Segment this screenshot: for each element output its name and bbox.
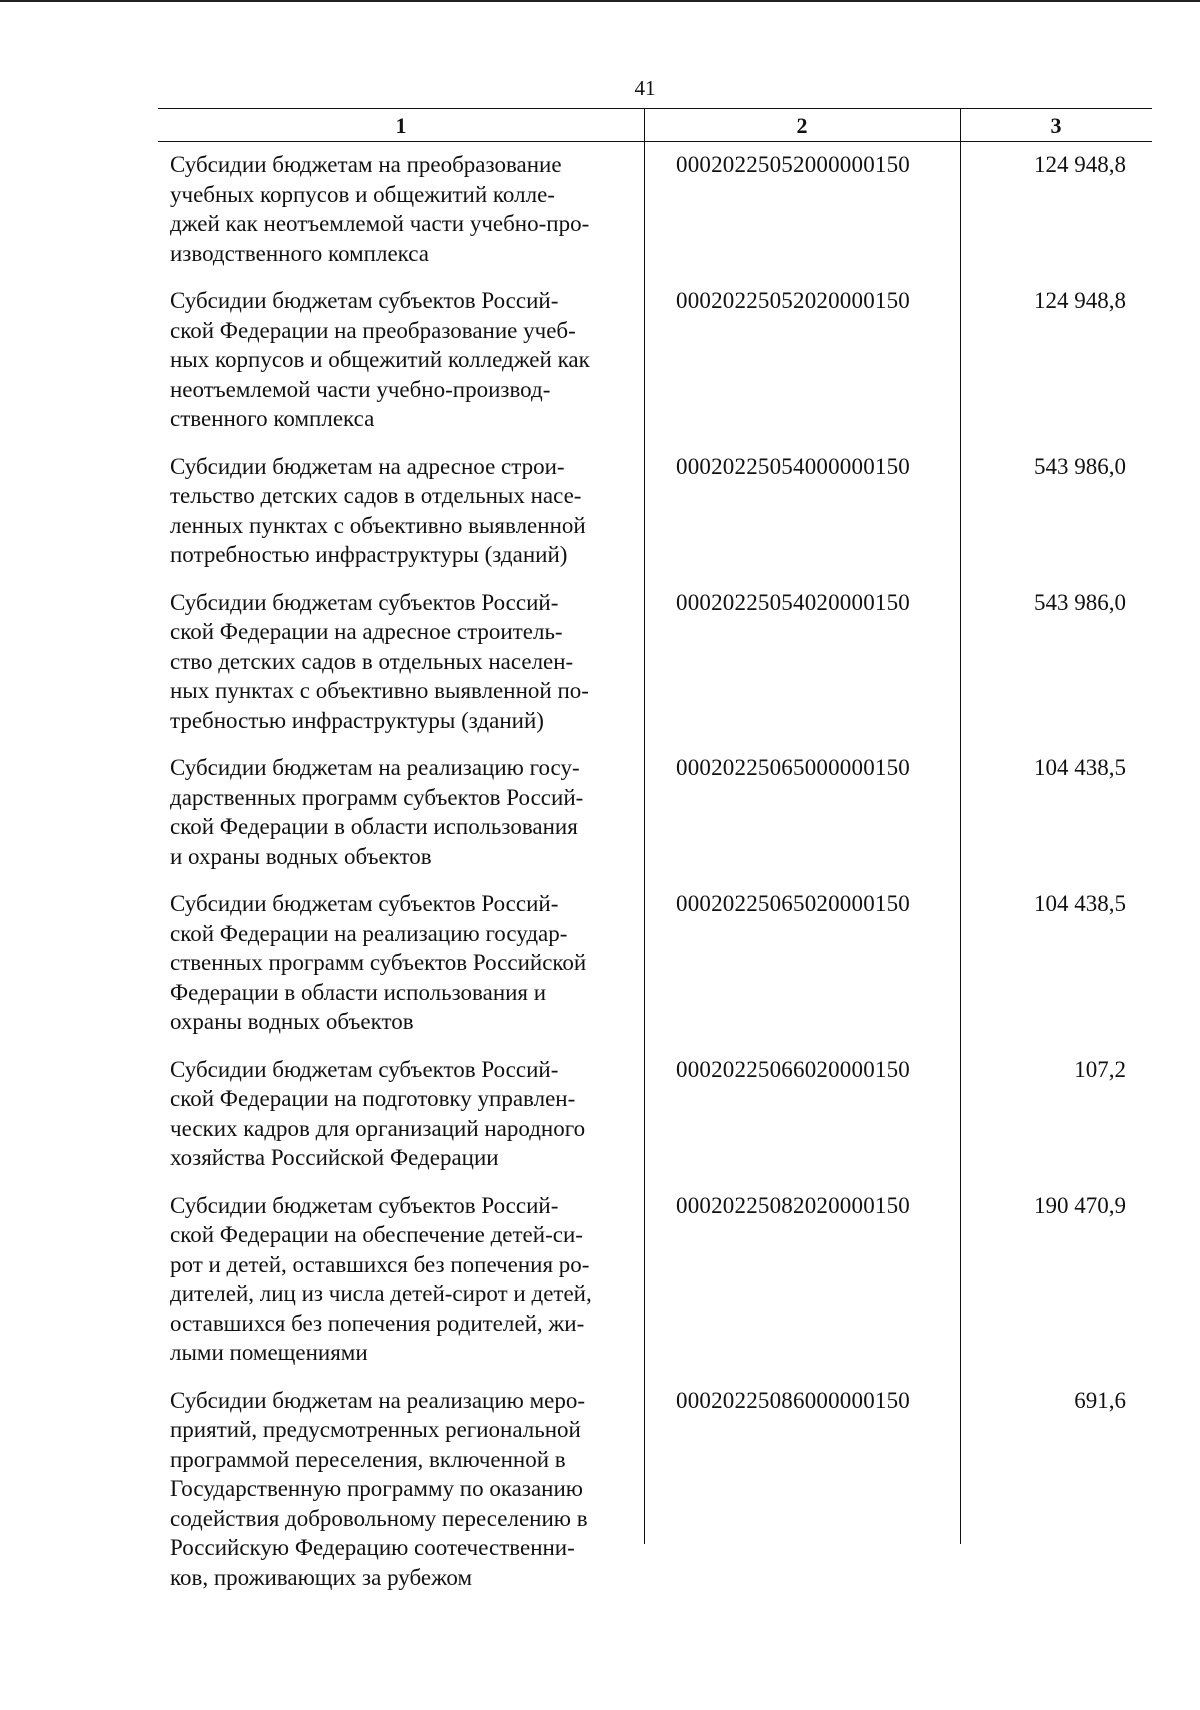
budget-table <box>158 108 1152 1590</box>
row-name-line: Субсидии бюджетам на преобразование <box>170 152 562 177</box>
row-amount-cell: 543 986,0 <box>1034 589 1126 615</box>
row-name-line: программой переселения, включенной в <box>170 1446 566 1472</box>
row-amount-cell: 104 438,5 <box>1034 755 1126 780</box>
row-code-cell: 00020225086000000150 <box>676 1387 910 1413</box>
row-name-line: Субсидии бюджетам субъектов Россий- <box>170 589 559 615</box>
row-name-line: дителей, лиц из числа детей-сирот и детей, <box>170 1281 592 1306</box>
row-name-line: Субсидии бюджетам на адресное строи- <box>170 453 565 479</box>
row-name-line: тельство детских садов в отдельных насе- <box>170 483 582 508</box>
table-row <box>158 1386 1152 1593</box>
table-row <box>158 286 1152 434</box>
row-name-line: Субсидии бюджетам на реализацию госу- <box>170 755 580 780</box>
row-code-cell: 00020225052020000150 <box>676 288 910 313</box>
row-name-line: ственных программ субъектов Российской <box>170 950 587 975</box>
table-header-rule <box>158 141 1152 142</box>
row-amount-cell: 543 986,0 <box>1034 453 1126 479</box>
row-name-line: учебных корпусов и общежитий колле- <box>170 181 555 207</box>
row-name-cell <box>170 1191 636 1368</box>
table-row <box>158 753 1152 871</box>
row-code-cell: 00020225082020000150 <box>676 1192 910 1218</box>
row-code-cell: 00020225054020000150 <box>676 589 910 615</box>
row-name-line: потребностью инфраструктуры (зданий) <box>170 542 568 567</box>
row-name-line: ской Федерации на подготовку управлен- <box>170 1086 576 1111</box>
row-code-cell: 00020225066020000150 <box>676 1056 910 1082</box>
row-amount-cell: 691,6 <box>1074 1387 1126 1413</box>
row-name-cell <box>170 1055 636 1173</box>
table-row <box>158 1055 1152 1173</box>
row-name-line: Государственную программу по оказанию <box>170 1476 583 1501</box>
row-code-cell: 00020225065000000150 <box>676 755 910 780</box>
row-name-line: ственного комплекса <box>170 406 375 431</box>
row-name-line: Субсидии бюджетам субъектов Россий- <box>170 1056 559 1082</box>
row-name-cell <box>170 588 636 736</box>
row-name-line: ство детских садов в отдельных населен- <box>170 648 574 674</box>
row-name-line: Субсидии бюджетам субъектов Россий- <box>170 1192 559 1218</box>
row-name-line: ской Федерации на преобразование учеб- <box>170 317 576 343</box>
column-header-3: 3 <box>1050 113 1062 138</box>
table-body <box>158 150 1152 1610</box>
row-amount-cell: 107,2 <box>1074 1056 1126 1082</box>
row-name-line: ных корпусов и общежитий колледжей как <box>170 347 590 372</box>
row-name-line: ческих кадров для организаций народного <box>170 1115 586 1141</box>
row-name-line: требностью инфраструктуры (зданий) <box>170 707 544 733</box>
row-name-line: ных пунктах с объективно выявленной по- <box>170 678 589 703</box>
table-header-row <box>158 111 1152 141</box>
row-name-line: Субсидии бюджетам на реализацию меро- <box>170 1387 586 1413</box>
row-name-line: лыми помещениями <box>170 1340 368 1365</box>
row-code-cell: 00020225054000000150 <box>676 453 910 479</box>
row-code-cell: 00020225052000000150 <box>676 152 910 177</box>
row-name-cell <box>170 452 636 570</box>
column-header-2: 2 <box>796 113 808 138</box>
row-name-line: приятий, предусмотренных региональной <box>170 1417 581 1442</box>
row-name-line: рот и детей, оставшихся без попечения ро- <box>170 1251 590 1277</box>
table-top-rule <box>158 108 1152 109</box>
row-name-line: ской Федерации на адресное строитель- <box>170 619 563 644</box>
row-name-line: ленных пунктах с объективно выявленной <box>170 512 586 538</box>
row-name-line: хозяйства Российской Федерации <box>170 1145 499 1170</box>
page-number: 41 <box>634 76 656 100</box>
table-row <box>158 452 1152 570</box>
row-name-cell <box>170 753 636 871</box>
row-name-line: джей как неотъемлемой части учебно-про- <box>170 211 590 236</box>
row-name-line: Субсидии бюджетам субъектов Россий- <box>170 891 559 916</box>
row-amount-cell: 104 438,5 <box>1034 891 1126 916</box>
row-name-cell <box>170 889 636 1037</box>
row-amount-cell: 124 948,8 <box>1034 152 1126 177</box>
table-row <box>158 150 1152 268</box>
row-name-line: и охраны водных объектов <box>170 843 432 869</box>
column-header-1: 1 <box>395 113 407 138</box>
row-name-line: ской Федерации в области использования <box>170 814 578 839</box>
row-name-cell <box>170 1386 636 1593</box>
row-name-line: Субсидии бюджетам субъектов Россий- <box>170 288 559 313</box>
table-row <box>158 1191 1152 1368</box>
row-name-line: дарственных программ субъектов Россий- <box>170 784 584 810</box>
row-name-line: Федерации в области использования и <box>170 979 547 1005</box>
row-amount-cell: 124 948,8 <box>1034 288 1126 313</box>
row-name-cell <box>170 150 636 268</box>
table-row <box>158 889 1152 1037</box>
row-name-line: содействия добровольному переселению в <box>170 1505 588 1531</box>
row-name-line: оставшихся без попечения родителей, жи- <box>170 1310 585 1336</box>
row-name-line: ков, проживающих за рубежом <box>170 1564 472 1590</box>
row-name-line: неотъемлемой части учебно-производ- <box>170 376 551 402</box>
row-name-line: ской Федерации на реализацию государ- <box>170 920 568 946</box>
row-name-cell <box>170 286 636 434</box>
row-name-line: охраны водных объектов <box>170 1009 414 1034</box>
row-name-line: Российскую Федерацию соотечественни- <box>170 1535 575 1560</box>
row-amount-cell: 190 470,9 <box>1034 1192 1126 1218</box>
row-name-line: изводственного комплекса <box>170 240 429 266</box>
row-code-cell: 00020225065020000150 <box>676 891 910 916</box>
scan-edge-line <box>0 0 1200 2</box>
table-row <box>158 588 1152 736</box>
row-name-line: ской Федерации на обеспечение детей-си- <box>170 1222 583 1247</box>
